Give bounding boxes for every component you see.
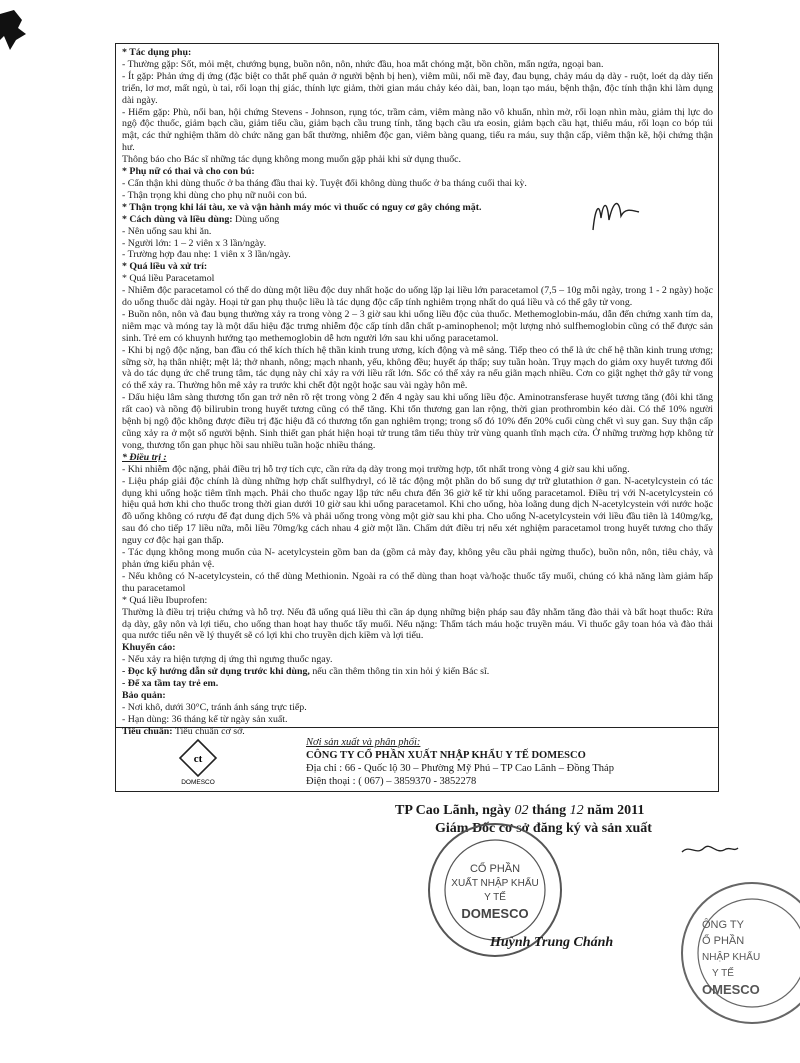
overdose-paracetamol-heading: * Quá liều Paracetamol — [122, 273, 215, 285]
warning-2-rest: nếu cần thêm thông tin xin hỏi ý kiến Bác sĩ. — [309, 666, 490, 678]
side-effects-rare: - Hiếm gặp: Phù, nổi ban, hội chứng Stevens - Johnson, rụng tóc, trầm cảm, viêm màng não vô khuẩn, nhìn mờ, rối loạn nhìn màu, giảm thị lực do ngộ độc thuốc, giảm bạch cầu, giảm tiểu cầu, giảm bạch cầu trung tính, tăng bạch cầu ưa eosin, giảm bạch cầu hạt, thiếu máu, rối loạn co bóp túi mật, các thử nghiệm thăm dò chức năng gan bất thường, nhiễm độc gan, viêm bàng quang, tiểu ra máu, suy thận cấp, viêm thận kẽ, hội chứng thận hư. — [122, 106, 713, 154]
warning-1: - Nếu xảy ra hiện tượng dị ứng thì ngưng thuốc ngay. — [122, 654, 333, 666]
svg-text:DOMESCO: DOMESCO — [461, 906, 529, 921]
storage-2: - Hạn dùng: 36 tháng kể từ ngày sản xuất. — [122, 713, 288, 725]
treatment-heading: * Điều trị : — [122, 451, 167, 463]
side-effects-common: - Thường gặp: Sốt, mỏi mệt, chướng bụng, buồn nôn, nôn, nhức đầu, hoa mắt chóng mặt, bồn chồn, mẩn ngứa, ngoại ban. — [122, 58, 604, 70]
svg-text:CỔ PHẦN: CỔ PHẦN — [469, 863, 521, 875]
dosage-route: Dùng uống — [232, 213, 280, 225]
warning-2-bold: - Đọc kỹ hướng dẫn sử dụng trước khi dùng, — [122, 666, 310, 678]
handwritten-signature — [680, 840, 740, 860]
scan-corner-mark — [0, 10, 28, 50]
side-effects-heading: * Tác dụng phụ: — [122, 47, 192, 58]
signer-name: Huỳnh Trung Chánh — [490, 935, 614, 950]
svg-text:OMESCO: OMESCO — [702, 982, 760, 997]
svg-text:Y TẾ: Y TẾ — [712, 968, 734, 979]
storage-1: - Nơi khô, dưới 30°C, tránh ánh sáng trực tiếp. — [122, 701, 307, 713]
overdose-heading: * Quá liều và xử trí: — [122, 261, 208, 273]
svg-text:DOMESCO: DOMESCO — [181, 779, 215, 786]
signer-title: Giám Đốc cơ sở đăng ký và sản xuất — [435, 821, 652, 836]
treatment-t1: - Khi nhiễm độc nặng, phải điều trị hỗ trợ tích cực, cần rửa dạ dày trong mọi trường hợp, tốt nhất trong vòng 4 giờ sau khi uống. — [122, 463, 630, 475]
domesco-logo — [178, 738, 218, 786]
svg-text:ÔNG TY: ÔNG TY — [702, 919, 744, 931]
treatment-t4: - Nếu không có N-acetylcystein, có thể dùng Methionin. Ngoài ra có thể dùng than hoạt và/hoặc thuốc tẩy muối, chúng có khả năng làm giảm hấp thu paracetamol — [122, 570, 713, 594]
sign-day: 02 — [514, 803, 529, 818]
storage-heading: Bảo quản: — [122, 689, 166, 701]
producer-phone: Điện thoại : ( 067) – 3859370 - 3852278 — [306, 776, 477, 787]
handwritten-initials — [585, 190, 655, 240]
warnings-heading: Khuyến cáo: — [122, 642, 176, 654]
dosage-heading: * Cách dùng và liều dùng: — [122, 213, 233, 225]
dosage-line1: - Nên uống sau khi ăn. — [122, 225, 212, 237]
svg-text:ct: ct — [193, 753, 203, 765]
warning-3: - Để xa tầm tay trẻ em. — [122, 678, 219, 690]
ibuprofen-heading: * Quá liều Ibuprofen: — [122, 594, 208, 606]
dosage-line2: - Người lớn: 1 – 2 viên x 3 lần/ngày. — [122, 237, 267, 249]
place-date: TP Cao Lãnh, ngày 02 tháng 12 năm 2011 — [395, 803, 645, 818]
pregnancy-line2: - Thận trọng khi dùng cho phụ nữ nuôi con bú. — [122, 189, 307, 201]
company-stamp-partial — [672, 878, 797, 1028]
treatment-t2: - Liệu pháp giải độc chính là dùng những hợp chất sulfhydryl, có lẽ tác động một phần do bổ sung dự trữ glutathion ở gan. N-acetylcystein có tác dụng khi uống hoặc tiêm tĩnh mạch. Phải cho thuốc ngay lập tức nếu chưa đến 36 giờ kể từ khi uống paracetamol. Điều trị với N-acetylcystein có hiệu quả hơn khi cho thuốc trong thời gian dưới 10 giờ sau khi uống paracetamol. Khi cho uống, hòa loãng dung dịch N-acetylcystein với nước hoặc đồ uống không có rượu để đạt dung dịch 5% và phải uống trong vòng một giờ sau khi pha. Cho uống N-acetylcystein với liều đầu tiên là 140mg/kg, sau đó cho tiếp 17 liều nữa, mỗi liều 70mg/kg cách nhau 4 giờ một lần. Chấm dứt điều trị nếu xét nghiệm paracetamol trong huyết tương cho thấy nguy cơ độc hại gan thấp. — [122, 475, 713, 547]
producer-box — [115, 725, 719, 792]
driving-warning: * Thận trọng khi lái tàu, xe và vận hành máy móc vì thuốc có nguy cơ gây chóng mặt. — [122, 201, 482, 213]
pregnancy-heading: * Phụ nữ có thai và cho con bú: — [122, 166, 255, 178]
overdose-p2: - Buồn nôn, nôn và đau bụng thường xảy ra trong vòng 2 – 3 giờ sau khi uống liều độc của thuốc. Methemoglobin-máu, dẫn đến chứng xanh tím da, niêm mạc và móng tay là một dấu hiệu đặc trưng nhiễm độc cấp tính dẫn chất p-aminophenol; một lượng nhỏ sulfhemoglobin cũng có thể được sản sinh. Trẻ em có khuynh hướng tạo methemoglobin dễ hơn người lớn sau khi uống paracetamol. — [122, 308, 713, 344]
overdose-p1: - Nhiễm độc paracetamol có thể do dùng một liều độc duy nhất hoặc do uống lặp lại liều lớn paracetamol (7,5 – 10g mỗi ngày, trong 1 - 2 ngày) hoặc do uống thuốc dài ngày. Hoại tử gan phụ thuộc liều là tác dụng độc cấp tính nghiêm trọng nhất do quá liều và có thể gây tử vong. — [122, 285, 713, 309]
dosage-line3: - Trường hợp đau nhẹ: 1 viên x 3 lần/ngày. — [122, 249, 291, 261]
pregnancy-line1: - Cẩn thận khi dùng thuốc ở ba tháng đầu thai kỳ. Tuyệt đối không dùng thuốc ở ba tháng cuối thai kỳ. — [122, 177, 527, 189]
sign-month: 12 — [569, 803, 584, 818]
svg-text:Ổ PHẦN: Ổ PHẦN — [702, 935, 745, 947]
producer-address: Địa chỉ : 66 - Quốc lộ 30 – Phường Mỹ Phú – TP Cao Lãnh – Đồng Tháp — [306, 763, 614, 774]
producer-company: CÔNG TY CỔ PHẦN XUẤT NHẬP KHẨU Y TẾ DOMESCO — [306, 750, 586, 761]
ibuprofen-text: Thường là điều trị triệu chứng và hỗ trợ. Nếu đã uống quá liều thì cần áp dụng những biện pháp sau đây nhằm tăng đào thải và bất hoạt thuốc: Rửa dạ dày, gây nôn và lợi tiểu, cho uống than hoạt hay thuốc tẩy muối. Nếu nặng: Thẩm tách máu hoặc truyền máu. Vì thuốc gây toan hóa và đào thải qua nước tiểu nên về lý thuyết sẽ có lợi khi cho truyền dịch kiềm và lợi tiểu. — [122, 606, 713, 642]
producer-label: Nơi sản xuất và phân phối: — [306, 737, 421, 748]
leaflet-body — [115, 43, 719, 737]
overdose-p3: - Khi bị ngộ độc nặng, ban đầu có thể kích thích hệ thần kinh trung ương, kích động và mê sảng. Tiếp theo có thể là ức chế hệ thần kinh trung ương; sững sờ, hạ thân nhiệt; mệt lả; thở nhanh, nông; mạch nhanh, yếu, không đều; huyết áp thấp; suy tuần hoàn. Trụy mạch do giảm oxy huyết tương đối và do tác dụng ức chế trung tâm, tác dụng này chỉ xảy ra với liều rất lớn. Sốc có thể xảy ra nếu giãn mạch nhiều. Cơn co giật nghẹt thở gây tử vong có thể xảy ra. Thường hôn mê xảy ra trước khi chết đột ngột hoặc sau vài ngày hôn mê. — [122, 344, 713, 392]
svg-text:Y TẾ: Y TẾ — [484, 892, 506, 903]
side-effects-uncommon: - Ít gặp: Phản ứng dị ứng (đặc biệt co thắt phế quản ở người bệnh bị hen), viêm mũi, nổi mề đay, đau bụng, chảy máu dạ dày - ruột, loét dạ dày tiến triển, lơ mơ, mất ngủ, ù tai, rối loạn thị giác, thính lực giảm, thời gian máu chảy kéo dài, ban, loạn tạo máu, bệnh thận, độc tính thận khi làm dụng dài ngày. — [122, 70, 713, 106]
standard-value: Tiêu chuẩn cơ sở. — [172, 725, 245, 737]
side-effects-notify: Thông báo cho Bác sĩ những tác dụng không mong muốn gặp phải khi sử dụng thuốc. — [122, 154, 462, 166]
overdose-p4: - Dấu hiệu lâm sàng thương tổn gan trở nên rõ rệt trong vòng 2 đến 4 ngày sau khi uống liều độc. Aminotransferase huyết tương tăng (đôi khi tăng rất cao) và nồng độ bilirubin trong huyết tương cũng có thể tăng. Khi tổn thương gan lan rộng, thời gian prothrombin kéo dài. Có thể 10% người bệnh bị ngộ độc không được điều trị đặc hiệu đã có thương tổn gan nghiêm trọng; trong số đó 10% đến 20% cuối cùng chết vì suy gan. Suy thận cấp cũng xảy ra ở một số người bệnh. Sinh thiết gan phát hiện hoại tử trung tâm tiểu thùy trừ vùng quanh tĩnh mạch cửa. Ở những trường hợp không tử vong, thương tổn gan phục hồi sau nhiều tuần hoặc nhiều tháng. — [122, 392, 713, 451]
svg-text:NHẬP KHẨU: NHẬP KHẨU — [702, 952, 761, 963]
svg-text:XUẤT NHẬP KHẨU: XUẤT NHẬP KHẨU — [451, 878, 539, 889]
treatment-t3: - Tác dụng không mong muốn của N- acetylcystein gồm ban da (gồm cả mày đay, không yêu cầu phải ngừng thuốc), buồn nôn, nôn, tiêu chảy, và phản ứng kiểu phản vệ. — [122, 547, 713, 570]
standard-label: Tiêu chuẩn: — [122, 725, 173, 737]
